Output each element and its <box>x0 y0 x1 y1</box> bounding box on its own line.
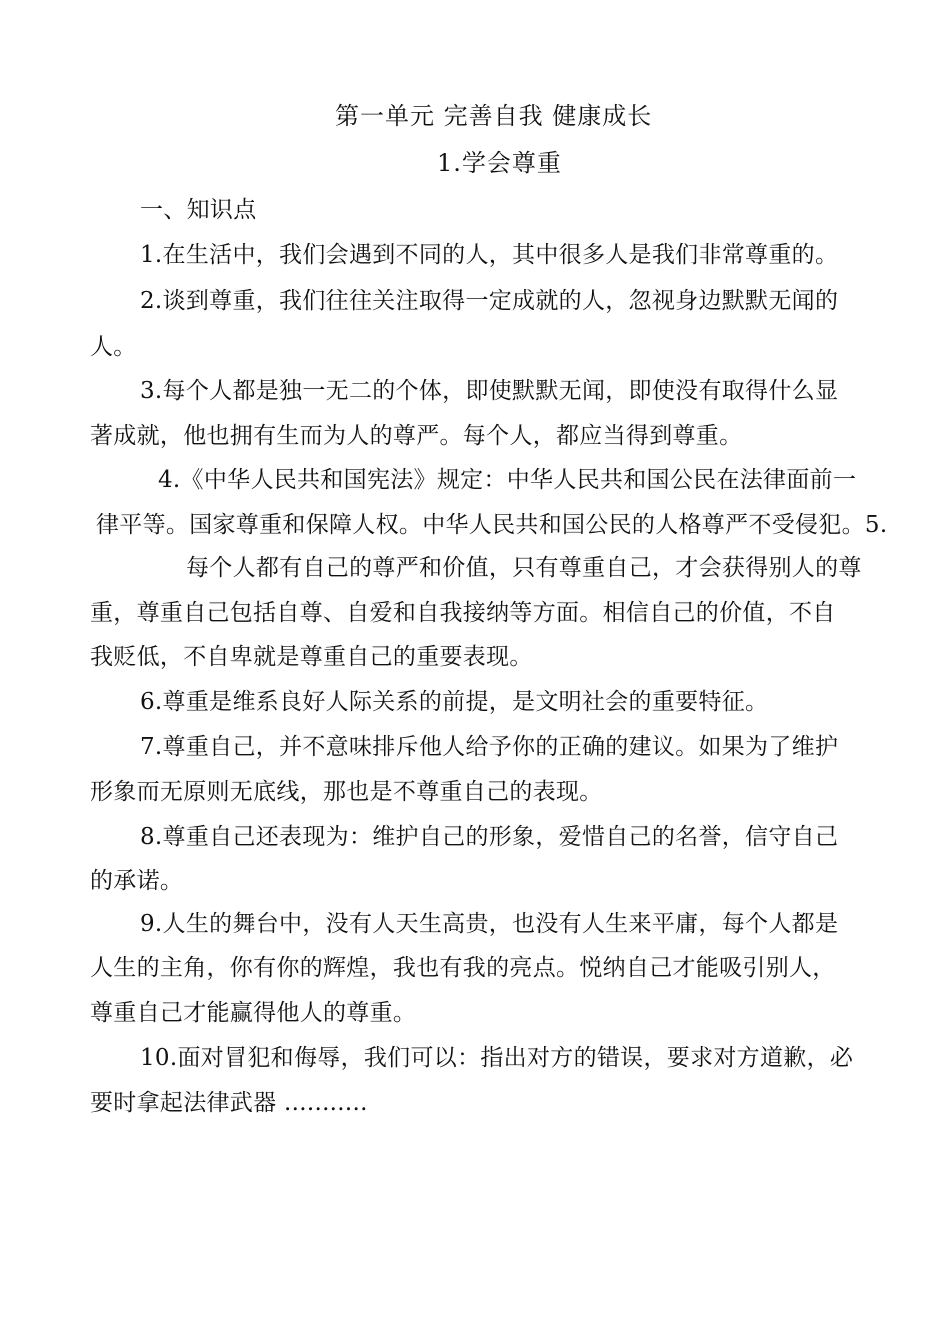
text-line: 人生的主角，你有你的辉煌，我也有我的亮点。悦纳自己才能吸引别人， <box>90 955 836 981</box>
text-line: 人。 <box>90 334 137 360</box>
text-line: 的承诺。 <box>90 868 184 894</box>
text-line: 尊重自己才能赢得他人的尊重。 <box>90 1000 417 1026</box>
text-line: 重，尊重自己包括自尊、自爱和自我接纳等方面。相信自己的价值，不自 <box>90 600 836 626</box>
text-line: 6.尊重是维系良好人际关系的前提，是文明社会的重要特征。 <box>140 689 769 715</box>
text-line: 每个人都有自己的尊严和价值，只有尊重自己，才会获得别人的尊 <box>186 555 862 581</box>
text-line: 我贬低，不自卑就是尊重自己的重要表现。 <box>90 644 533 670</box>
page-title: 第一单元 完善自我 健康成长 <box>335 102 653 130</box>
text-line: 4.《中华人民共和国宪法》规定：中华人民共和国公民在法律面前一 <box>158 467 857 493</box>
text-line: 形象而无原则无底线，那也是不尊重自己的表现。 <box>90 779 603 805</box>
text-line: 10.面对冒犯和侮辱，我们可以：指出对方的错误，要求对方道歉，必 <box>140 1045 854 1071</box>
text-line: 要时拿起法律武器 ........... <box>90 1090 368 1116</box>
text-line: 7.尊重自己，并不意味排斥他人给予你的正确的建议。如果为了维护 <box>140 734 839 760</box>
text-line: 9.人生的舞台中，没有人天生高贵，也没有人生来平庸，每个人都是 <box>140 911 839 937</box>
text-line: 3.每个人都是独一无二的个体，即使默默无闻，即使没有取得什么显 <box>140 378 839 404</box>
section-heading: 一、知识点 <box>140 197 257 223</box>
text-line: 8.尊重自己还表现为：维护自己的形象，爱惜自己的名誉，信守自己 <box>140 824 839 850</box>
text-line: 著成就，他也拥有生而为人的尊严。每个人，都应当得到尊重。 <box>90 423 743 449</box>
text-line: 2.谈到尊重，我们往往关注取得一定成就的人，忽视身边默默无闻的 <box>140 288 839 314</box>
text-line: 律平等。国家尊重和保障人权。中华人民共和国公民的人格尊严不受侵犯。5. <box>96 512 888 538</box>
text-line: 1.在生活中，我们会遇到不同的人，其中很多人是我们非常尊重的。 <box>140 242 839 268</box>
page-subtitle: 1.学会尊重 <box>437 149 562 177</box>
